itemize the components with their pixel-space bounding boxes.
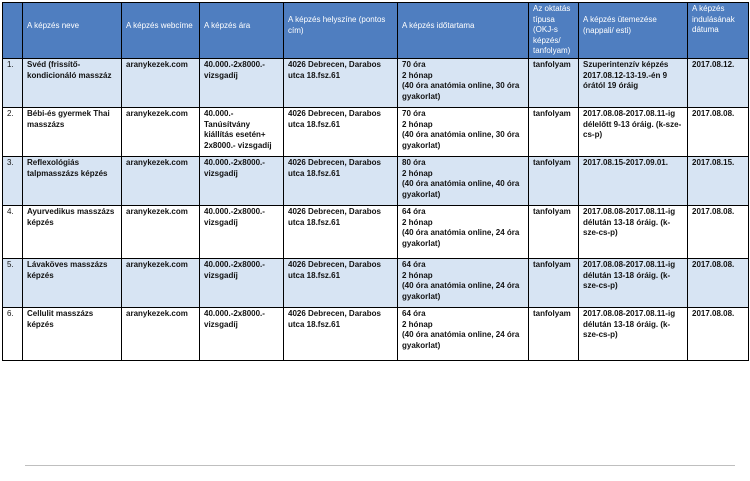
training-schedule: 2017.08.08-2017.08.11-ig délután 13-18 óráig. (k-sze-cs-p): [579, 205, 688, 258]
training-duration-line: 80 óra: [402, 157, 426, 167]
training-start-date: 2017.08.15.: [688, 156, 749, 205]
footer-divider: [25, 465, 735, 466]
training-duration-line: 2 hónap: [402, 217, 433, 227]
row-number: 4.: [3, 205, 23, 258]
table-row: [3, 107, 749, 156]
training-duration-line: 64 óra: [402, 259, 426, 269]
training-start-date: 2017.08.08.: [688, 258, 749, 307]
header-name: A képzés neve: [23, 3, 122, 59]
header-place: A képzés helyszíne (pontos cím): [284, 3, 398, 59]
training-duration-line: 2 hónap: [402, 319, 433, 329]
training-schedule: 2017.08.08-2017.08.11-ig délután 13-18 óráig. (k-sze-cs-p): [579, 307, 688, 360]
training-type: tanfolyam: [529, 258, 579, 307]
training-duration-line: 2 hónap: [402, 270, 433, 280]
training-name: Svéd (frissítő-kondicionáló masszáz: [23, 58, 122, 107]
training-location: 4026 Debrecen, Darabos utca 18.fsz.61: [284, 58, 398, 107]
training-duration: [398, 205, 529, 258]
table-row: [3, 156, 749, 205]
training-type: tanfolyam: [529, 307, 579, 360]
training-schedule: 2017.08.15-2017.09.01.: [579, 156, 688, 205]
training-schedule: 2017.08.08-2017.08.11-ig délelőtt 9-13 óráig. (k-sze-cs-p): [579, 107, 688, 156]
row-number: 6.: [3, 307, 23, 360]
training-duration: [398, 58, 529, 107]
training-duration: [398, 107, 529, 156]
row-number: 3.: [3, 156, 23, 205]
training-duration-line: 2 hónap: [402, 168, 433, 178]
training-duration: [398, 258, 529, 307]
header-duration: A képzés időtartama: [398, 3, 529, 59]
training-start-date: 2017.08.08.: [688, 107, 749, 156]
training-website: aranykezek.com: [122, 258, 200, 307]
training-duration-line: (40 óra anatómia online, 24 óra gyakorlat): [402, 228, 520, 248]
training-name: Lávaköves masszázs képzés: [23, 258, 122, 307]
training-website: aranykezek.com: [122, 107, 200, 156]
training-website: aranykezek.com: [122, 156, 200, 205]
training-duration-line: (40 óra anatómia online, 30 óra gyakorlat): [402, 130, 520, 150]
training-type: tanfolyam: [529, 107, 579, 156]
table-row: [3, 307, 749, 360]
training-schedule: 2017.08.08-2017.08.11-ig délután 13-18 óráig. (k-sze-cs-p): [579, 258, 688, 307]
training-duration-line: 64 óra: [402, 308, 426, 318]
table-row: [3, 205, 749, 258]
training-duration-line: 64 óra: [402, 206, 426, 216]
training-type: tanfolyam: [529, 58, 579, 107]
training-table: [2, 2, 749, 361]
training-price: 40.000.-2x8000.- vizsgadíj: [200, 307, 284, 360]
training-website: aranykezek.com: [122, 205, 200, 258]
training-start-date: 2017.08.12.: [688, 58, 749, 107]
training-website: aranykezek.com: [122, 58, 200, 107]
header-web: A képzés webcíme: [122, 3, 200, 59]
training-start-date: 2017.08.08.: [688, 307, 749, 360]
training-type: tanfolyam: [529, 205, 579, 258]
header-price: A képzés ára: [200, 3, 284, 59]
table-row: [3, 258, 749, 307]
header-number: [3, 3, 23, 59]
training-name: Cellulit masszázs képzés: [23, 307, 122, 360]
training-location: 4026 Debrecen, Darabos utca 18.fsz.61: [284, 258, 398, 307]
table-row: [3, 58, 749, 107]
header-schedule: A képzés ütemezése (nappali/ esti): [579, 3, 688, 59]
training-name: Ayurvedikus masszázs képzés: [23, 205, 122, 258]
training-duration-line: 70 óra: [402, 59, 426, 69]
training-duration: [398, 307, 529, 360]
training-name: Reflexológiás talpmasszázs képzés: [23, 156, 122, 205]
header-type: Az oktatás típusa (OKJ-s képzés/ tanfolyam): [529, 3, 579, 59]
training-type: tanfolyam: [529, 156, 579, 205]
training-price: 40.000.-2x8000.- vizsgadíj: [200, 205, 284, 258]
training-price: 40.000.-2x8000.- vizsgadíj: [200, 258, 284, 307]
training-location: 4026 Debrecen, Darabos utca 18.fsz.61: [284, 156, 398, 205]
training-price: 40.000.-2x8000.- vizsgadíj: [200, 58, 284, 107]
training-duration-line: 2 hónap: [402, 70, 433, 80]
training-start-date: 2017.08.08.: [688, 205, 749, 258]
training-duration-line: (40 óra anatómia online, 24 óra gyakorlat): [402, 330, 520, 350]
training-location: 4026 Debrecen, Darabos utca 18.fsz.61: [284, 307, 398, 360]
training-duration-line: (40 óra anatómia online, 40 óra gyakorlat): [402, 179, 520, 199]
training-schedule: Szuperintenzív képzés 2017.08.12-13-19.-én 9 órától 19 óráig: [579, 58, 688, 107]
row-number: 5.: [3, 258, 23, 307]
training-duration: [398, 156, 529, 205]
training-location: 4026 Debrecen, Darabos utca 18.fsz.61: [284, 107, 398, 156]
row-number: 1.: [3, 58, 23, 107]
training-location: 4026 Debrecen, Darabos utca 18.fsz.61: [284, 205, 398, 258]
training-website: aranykezek.com: [122, 307, 200, 360]
training-price: 40.000.-2x8000.- vizsgadíj: [200, 156, 284, 205]
training-duration-line: (40 óra anatómia online, 30 óra gyakorlat): [402, 81, 520, 101]
row-number: 2.: [3, 107, 23, 156]
training-duration-line: 2 hónap: [402, 119, 433, 129]
training-duration-line: 70 óra: [402, 108, 426, 118]
header-row: [3, 3, 749, 59]
header-start: A képzés indulásának dátuma: [688, 3, 749, 59]
training-duration-line: (40 óra anatómia online, 24 óra gyakorlat): [402, 281, 520, 301]
training-price: 40.000.- Tanúsítvány kiállítás esetén+ 2x8000.- vizsgadíj: [200, 107, 284, 156]
training-name: Bébi-és gyermek Thai masszázs: [23, 107, 122, 156]
